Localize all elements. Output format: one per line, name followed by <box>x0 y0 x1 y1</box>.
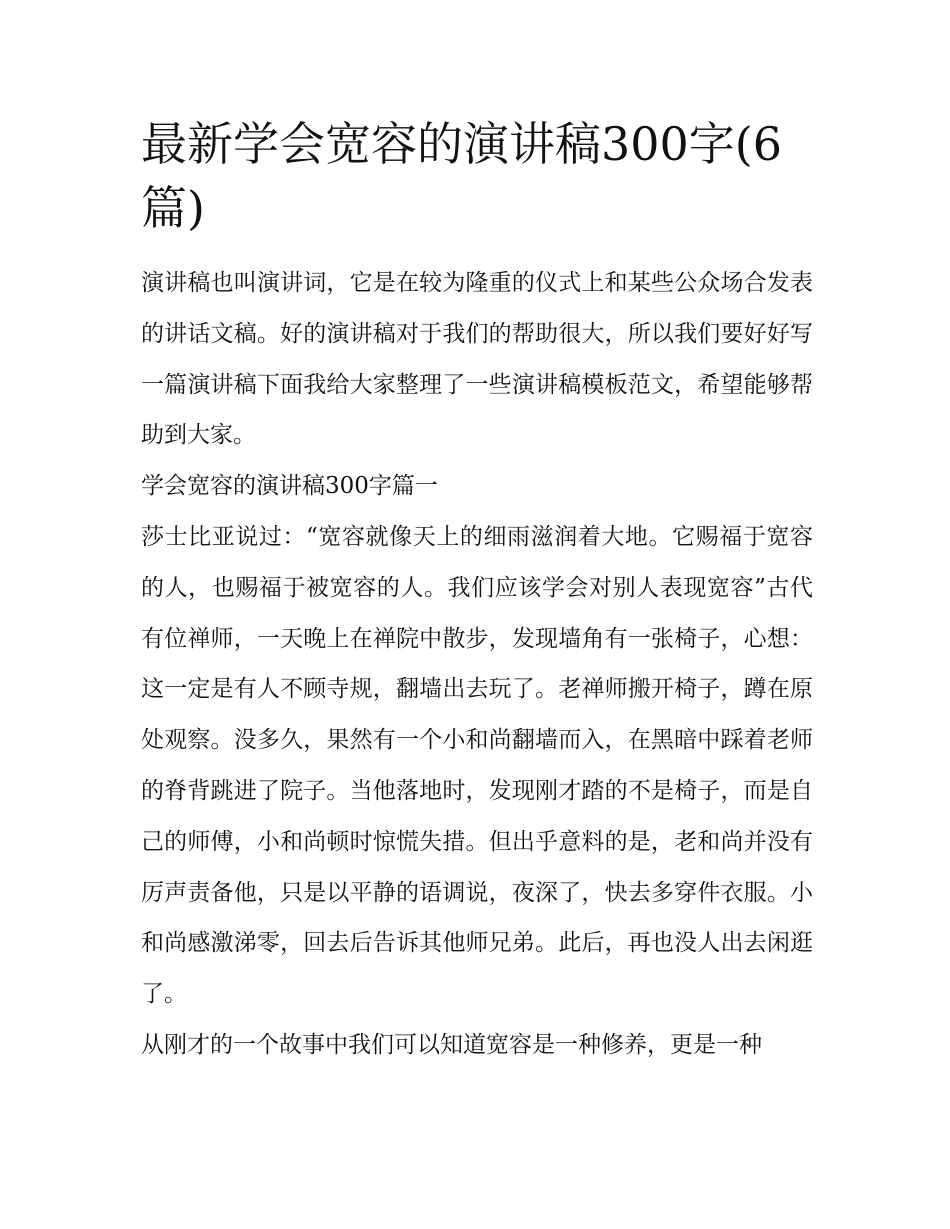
document-title: 最新学会宽容的演讲稿300字(6篇) <box>141 117 783 235</box>
section-heading: 学会宽容的演讲稿300字篇一 <box>141 473 438 500</box>
body-paragraph-1: 莎士比亚说过：“宽容就像天上的细雨滋润着大地。它赐福于宽容的人，也赐福于被宽容的人。我们应该学会对别人表现宽容”古代有位禅师，一天晚上在禅院中散步，发现墙角有一张椅子，心想：这一定是有人不顾寺规，翻墙出去玩了。老禅师搬开椅子，蹲在原处观察。没多久，果然有一个小和尚翻墙而入，在黑暗中踩着老师的脊背跳进了院子。当他落地时，发现刚才踏的不是椅子，而是自己的师傅，小和尚顿时惊慌失措。但出乎意料的是，老和尚并没有厉声责备他，只是以平静的语调说，夜深了，快去多穿件衣服。小和尚感激涕零，回去后告诉其他师兄弟。此后，再也没人出去闲逛了。 <box>141 523 813 1008</box>
intro-paragraph: 演讲稿也叫演讲词，它是在较为隆重的仪式上和某些公众场合发表的讲话文稿。好的演讲稿对于我们的帮助很大，所以我们要好好写一篇演讲稿下面我给大家整理了一些演讲稿模板范文，希望能够帮助到大家。 <box>141 270 813 449</box>
body-paragraph-2: 从刚才的一个故事中我们可以知道宽容是一种修养，更是一种 <box>141 1031 762 1058</box>
document-page <box>141 112 813 1071</box>
